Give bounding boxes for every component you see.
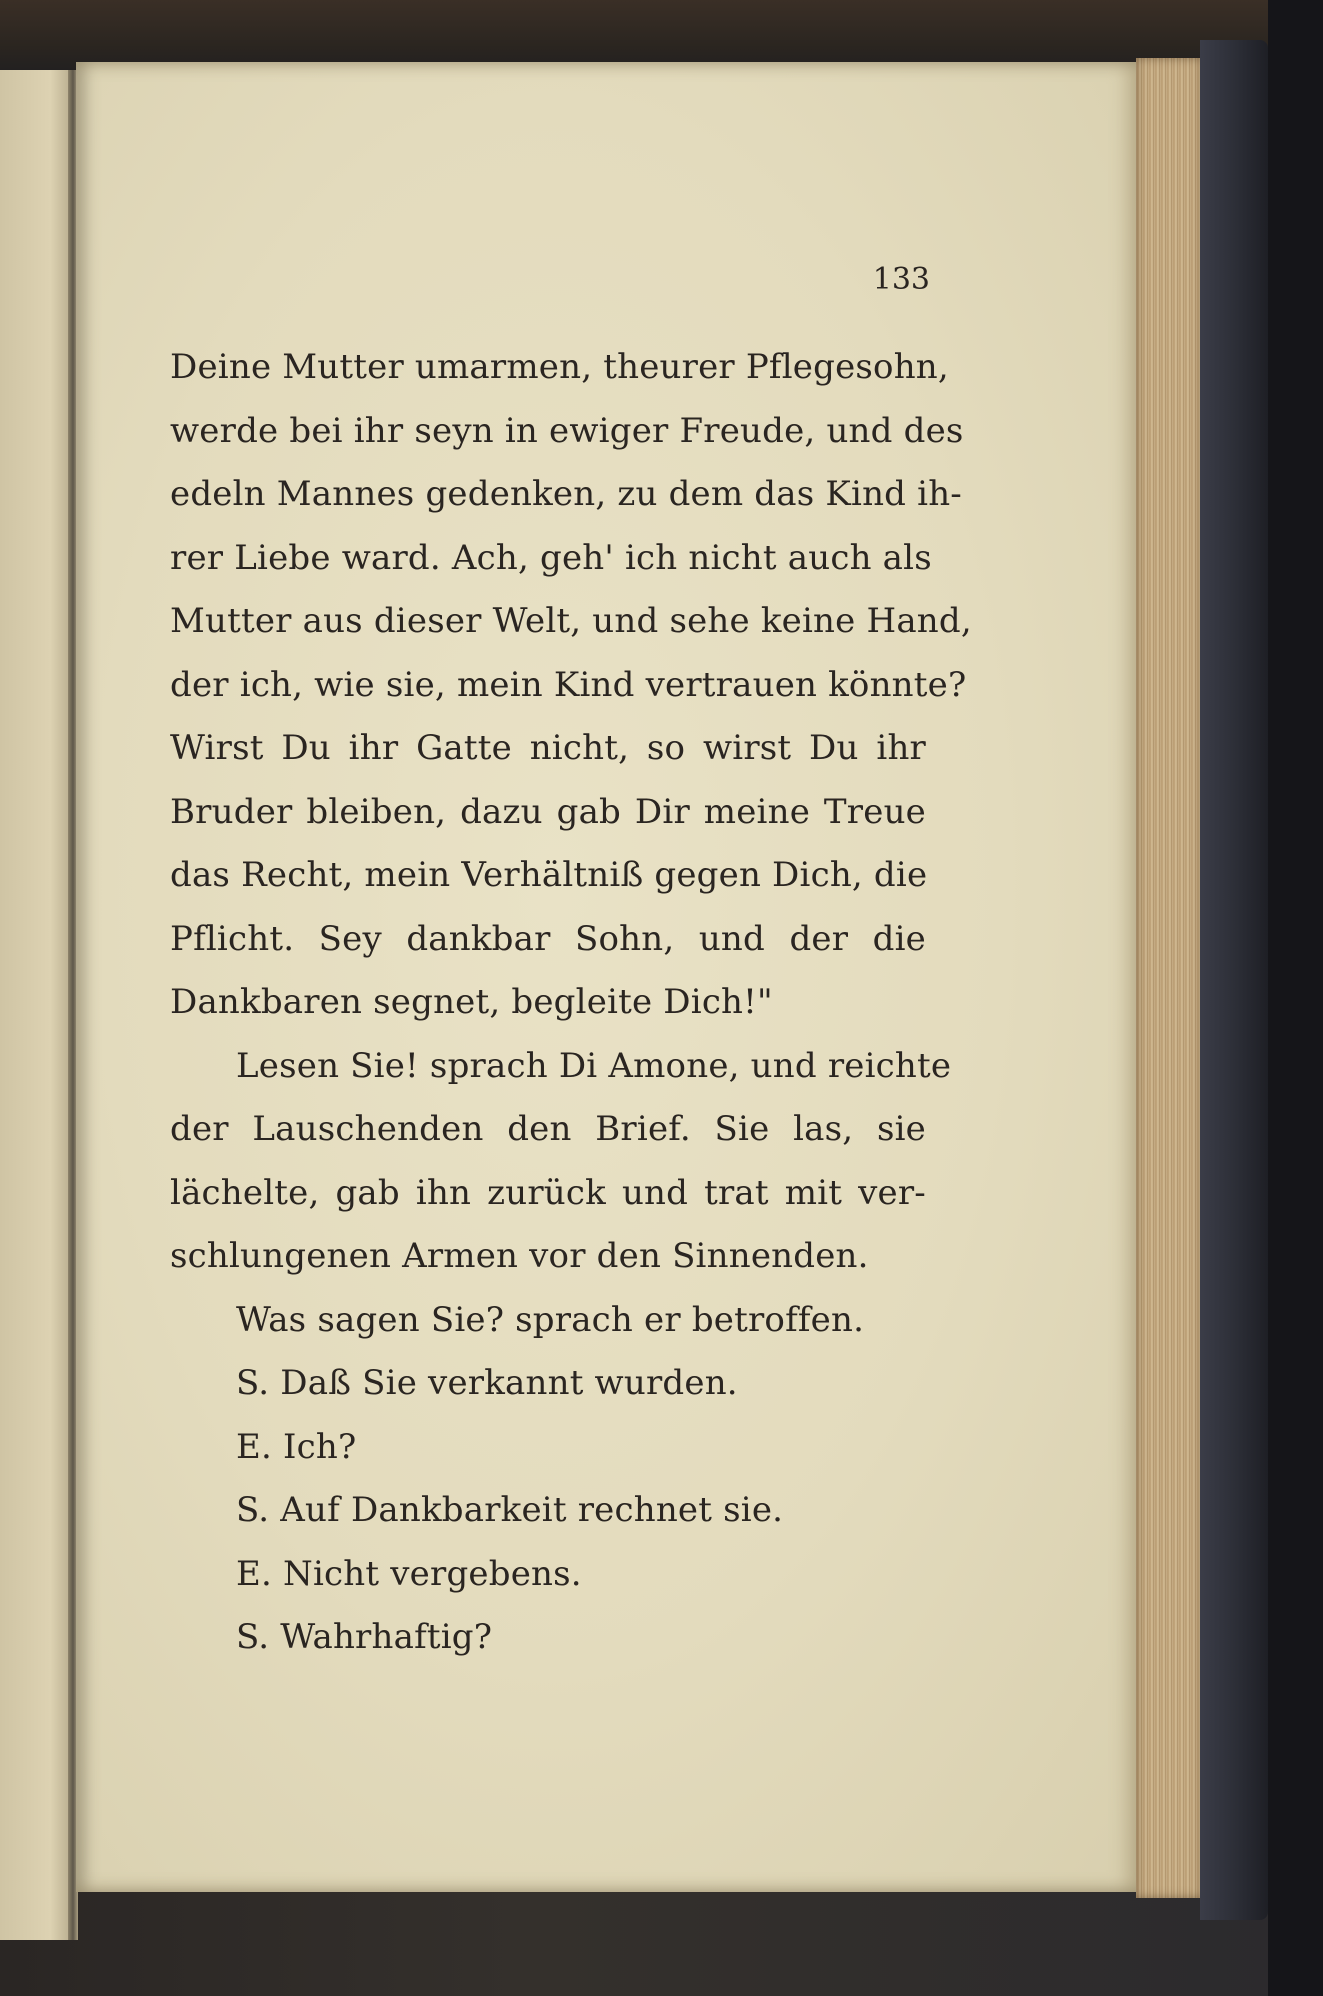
- text-line: Wirst Du ihr Gatte nicht, so wirst Du ihr: [170, 728, 926, 768]
- text-line: der Lauschenden den Brief. Sie las, sie: [170, 1109, 926, 1149]
- dialog-line: S. Daß Sie verkannt wurden.: [236, 1363, 738, 1403]
- dialog-line: E. Nicht vergebens.: [236, 1553, 582, 1594]
- text-line: der ich, wie sie, mein Kind vertrauen könnte?: [170, 664, 967, 705]
- dialog-line: E. Ich?: [236, 1426, 357, 1467]
- dialog-line: S. Auf Dankbarkeit rechnet sie.: [236, 1490, 784, 1530]
- scan-shadow: [1268, 0, 1323, 1996]
- text-line: werde bei ihr seyn in ewiger Freude, und des: [170, 410, 964, 451]
- page-number: 133: [872, 262, 930, 297]
- text-line: Mutter aus dieser Welt, und sehe keine Hand,: [170, 601, 972, 641]
- dialog-line: Was sagen Sie? sprach er betroffen.: [236, 1299, 865, 1340]
- text-line: das Recht, mein Verhältniß gegen Dich, die: [170, 855, 928, 895]
- text-line: lächelte, gab ihn zurück und trat mit ver-: [170, 1172, 926, 1213]
- text-lines: [170, 336, 972, 1670]
- text-line: Dankbaren segnet, begleite Dich!": [170, 982, 773, 1022]
- text-line: Bruder bleiben, dazu gab Dir meine Treue: [170, 791, 926, 832]
- text-line: rer Liebe ward. Ach, geh' ich nicht auch als: [170, 537, 932, 578]
- left-page-sliver: [0, 70, 74, 1940]
- text-line: Lesen Sie! sprach Di Amone, und reichte: [236, 1045, 952, 1086]
- text-line: edeln Mannes gedenken, zu dem das Kind ih-: [170, 474, 962, 514]
- text-line: Deine Mutter umarmen, theurer Pflegesohn,: [170, 347, 949, 387]
- text-line: schlungenen Armen vor den Sinnenden.: [170, 1236, 869, 1276]
- page-block-edges: [1136, 58, 1202, 1898]
- book-cover-edge: [1200, 40, 1268, 1920]
- text-line: Pflicht. Sey dankbar Sohn, und der die: [170, 918, 926, 959]
- dialog-line: S. Wahrhaftig?: [236, 1617, 493, 1657]
